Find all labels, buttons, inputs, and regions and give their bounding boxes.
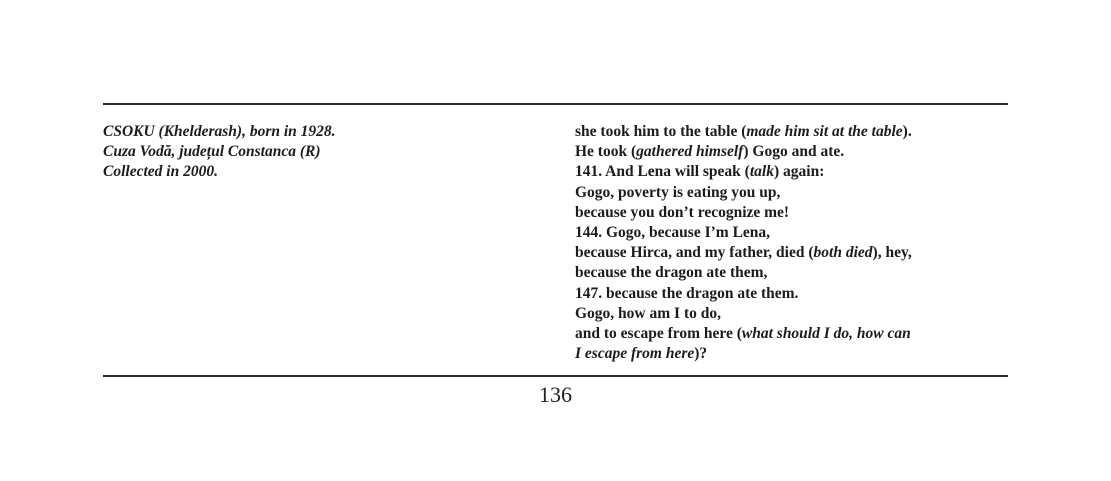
verse-gloss: both died: [813, 244, 873, 262]
verse-line: [575, 122, 1005, 142]
verse-line: [575, 142, 1005, 162]
verse-segment: Gogo, poverty is eating you up,: [575, 183, 781, 201]
verse-segment: she took him to the table (: [575, 123, 747, 140]
page-number: 136: [539, 382, 572, 407]
verse-segment: and to escape from here (: [575, 325, 742, 343]
verse-line: [575, 162, 1005, 182]
citation-line: Cuza Vodă, județul Constanca (R): [103, 143, 321, 161]
verse-segment: 147. because the dragon ate them.: [575, 284, 799, 302]
top-rule: [103, 103, 1008, 105]
verse-gloss: made him sit at the table: [746, 123, 903, 140]
verse-segment: Gogo, how am I to do,: [575, 304, 721, 322]
verse-segment: )?: [694, 345, 708, 363]
verse-line: [575, 324, 1005, 344]
verse-segment: ), hey,: [872, 244, 912, 262]
citation-line: Collected in 2000.: [103, 163, 218, 181]
verse-line: [575, 304, 1005, 324]
verse-text: [575, 122, 1005, 364]
verse-segment: because Hirca, and my father, died (: [575, 244, 814, 262]
verse-line: [575, 243, 1005, 263]
verse-gloss: gathered himself: [636, 143, 744, 161]
verse-line: [575, 203, 1005, 223]
verse-segment: because you don’t recognize me!: [575, 203, 790, 221]
verse-line: [575, 344, 1005, 364]
verse-segment: ) Gogo and ate.: [743, 143, 845, 161]
verse-line: [575, 263, 1005, 283]
verse-segment: ) again:: [773, 163, 825, 181]
verse-segment: 144. Gogo, because I’m Lena,: [575, 224, 771, 242]
verse-line: [575, 183, 1005, 203]
verse-gloss: what should I do, how can: [741, 325, 911, 343]
citation-line: CSOKU (Khelderash), born in 1928.: [103, 123, 336, 140]
bottom-rule: [103, 375, 1008, 377]
source-citation: [103, 122, 523, 183]
verse-segment: 141. And Lena will speak (: [575, 163, 750, 181]
verse-line: [575, 223, 1005, 243]
verse-line: [575, 284, 1005, 304]
verse-segment: ).: [902, 123, 912, 140]
verse-segment: because the dragon ate them,: [575, 264, 768, 282]
verse-gloss: talk: [749, 163, 774, 181]
verse-segment: He took (: [575, 143, 637, 161]
verse-gloss: I escape from here: [575, 345, 695, 363]
